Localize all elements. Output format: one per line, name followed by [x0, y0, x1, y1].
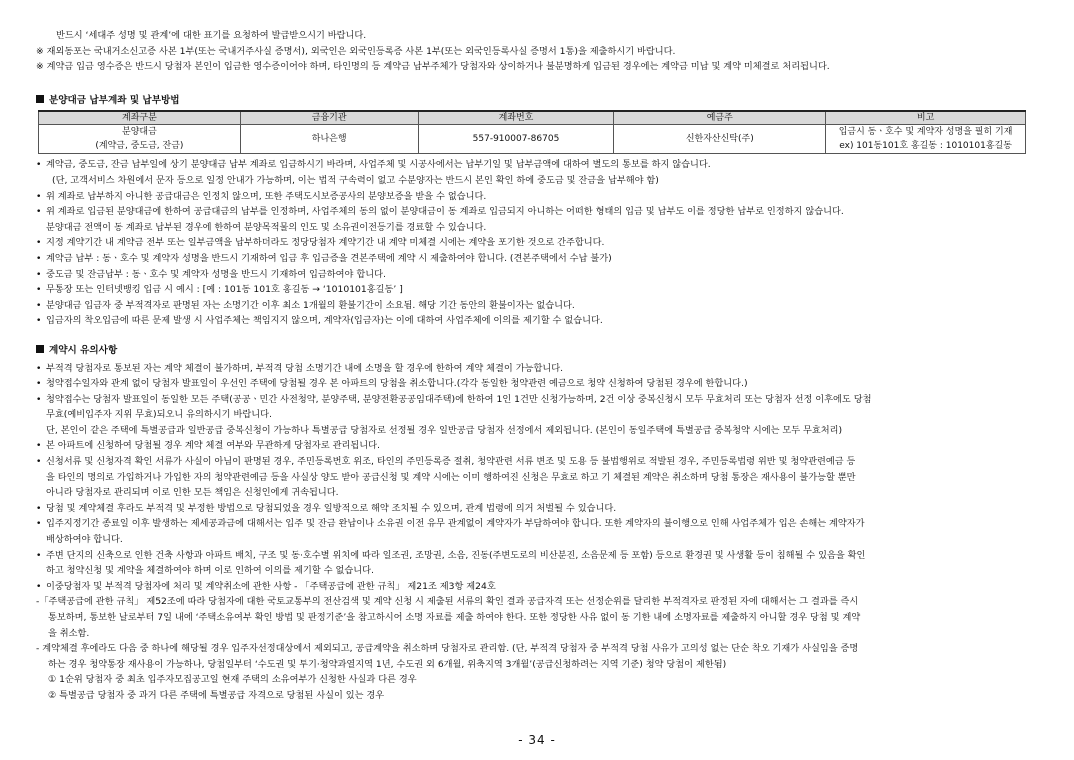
- bullet-text: 위 계좌로 입금된 분양대금에 한하여 공급대금의 납부를 인정하며, 사업주체의 동의 없이 분양대금이 동 계좌로 입금되지 아니하는 어떠한 형태의 입금 및 납부도 이를 정당한 납부로 인정하지 않습니다.: [46, 206, 844, 218]
- table-header: 계좌구분: [39, 111, 241, 125]
- bullet-text: 입금자의 착오입금에 따른 문제 발생 시 사업주체는 책임지지 않으며, 계약자(입금자)는 이에 대하여 사업주체에 이의를 제기할 수 없습니다.: [46, 315, 603, 327]
- bullet-indent: [36, 173, 46, 189]
- bullet-dot-icon: •: [36, 440, 42, 452]
- page-number: - 34 -: [518, 733, 556, 747]
- bullet-item: [36, 501, 1036, 517]
- bullet-text: (단, 고객서비스 차원에서 문자 등으로 일정 안내가 가능하며, 이는 법적 구속력이 없고 수분양자는 반드시 본인 확인 하에 중도금 및 잔금을 납부해야 함): [52, 174, 659, 186]
- bullet-item: [36, 454, 1036, 501]
- table-cell-note: 입금시 동ㆍ호수 및 계약자 성명을 필히 기재 ex) 101동101호 홍길동 : 1010101홍길동: [826, 125, 1026, 154]
- table-row: [39, 125, 1026, 154]
- table-header: 금융기관: [240, 111, 418, 125]
- bullet-item: [36, 361, 1036, 377]
- bullet-text: 이중당첨자 및 부적격 당첨자에 처리 및 계약취소에 관한 사항 - 「주택공급에 관한 규칙」 제21조 제3항 제24호: [46, 580, 496, 592]
- bullet-dot-icon: •: [36, 299, 42, 311]
- bullet-dot-icon: •: [36, 237, 42, 249]
- bullet-item: [36, 516, 1036, 547]
- bullet-indent: [36, 220, 46, 236]
- top-line: ※ 계약금 입금 영수증은 반드시 당첨자 본인이 입금한 영수증이어야 하며, 타인명의 등 계약금 납부주체가 당첨자와 상이하거나 불분명하게 입금된 경우에는 계약금 미납 및 계약 미체결로 처리됩니다.: [36, 61, 830, 73]
- bullet-dot-icon: •: [36, 190, 42, 202]
- section-heading-payment: 분양대금 납부계좌 및 납부방법: [36, 93, 1036, 109]
- bullet-dot-icon: •: [36, 159, 42, 171]
- bullet-item: [36, 204, 1036, 235]
- bullet-dot-icon: •: [36, 518, 42, 530]
- document-page: [36, 28, 1036, 704]
- table-header: 예금주: [614, 111, 826, 125]
- bullet-dot-icon: •: [36, 362, 42, 374]
- bullet-text: 청약접수일자와 관계 없이 당첨자 발표일이 우선인 주택에 당첨될 경우 본 아파트의 당첨을 취소합니다.(각각 동일한 청약관련 예금으로 청약 신청하여 당첨된 경우에 한합니다.): [46, 378, 748, 390]
- dash-item: - 계약체결 후에라도 다음 중 하나에 해당될 경우 입주자선정대상에서 제외되고, 공급계약을 취소하며 당첨자로 관리함. (단, 부적격 당첨자 중 부적격 당첨 사유가 고의성 없는 단순 착오 기재가 사실임을 증명 하는 경우 청약통장 재사용이 가능하나, 당첨일부터 ‘수도권 및 투기·청약과열지역 1년, 수도권 외 6개월, 위축지역 3개월’(공급신청하려는 지역 기준) 청약 당첨이 제한됨): [36, 643, 859, 670]
- bullet-dot-icon: •: [36, 456, 42, 468]
- table-header: 계좌번호: [418, 111, 614, 125]
- table-cell-holder: 신한자산신탁(주): [614, 125, 826, 154]
- bullet-item: [36, 392, 1036, 439]
- table-header: 비고: [826, 111, 1026, 125]
- table-header-row: [39, 111, 1026, 125]
- bullet-dot-icon: •: [36, 580, 42, 592]
- bullet-indent: [36, 407, 46, 423]
- payment-bullets: [36, 157, 1036, 329]
- table-cell-bank: 하나은행: [240, 125, 418, 154]
- bullet-dot-icon: •: [36, 284, 42, 296]
- table-cell-account: 557-910007-86705: [418, 125, 614, 154]
- bullet-item: [36, 251, 1036, 267]
- bullet-dot-icon: •: [36, 252, 42, 264]
- contract-bullets: [36, 361, 1036, 595]
- bullet-item: [36, 438, 1036, 454]
- bullet-text: 을 타인의 명의로 가입하거나 가입한 자의 청약관련예금 등을 사실상 양도 받아 공급신청 및 계약 시에는 이미 행하여진 신청은 무효로 하고 기 체결된 계약은 취소하며 당첨 통장은 재사용이 불가능할 뿐만: [46, 471, 856, 483]
- bullet-text: 위 계좌로 납부하지 아니한 공급대금은 인정치 않으며, 또한 주택도시보증공사의 분양보증을 받을 수 없습니다.: [46, 190, 487, 202]
- bullet-text: 무통장 또는 인터넷뱅킹 입금 시 예시 : [예 : 101동 101호 홍길동 → ‘1010101홍길동’ ]: [46, 284, 403, 296]
- table-cell-type: 분양대금 (계약금, 중도금, 잔금): [39, 125, 241, 154]
- bullet-item: [36, 267, 1036, 283]
- bullet-dot-icon: •: [36, 549, 42, 561]
- bullet-item: [36, 579, 1036, 595]
- square-bullet-icon: [36, 345, 44, 353]
- bullet-indent: [36, 532, 46, 548]
- bullet-dot-icon: •: [36, 315, 42, 327]
- bullet-text: 입주지정기간 종료일 이후 발생하는 제세공과금에 대해서는 입주 및 잔금 완납이나 소유권 이전 유무 관계없이 계약자가 부담하여야 합니다. 또한 계약자의 불이행으로 인해 사업주체가 입은 손해는 계약자가: [46, 518, 865, 530]
- bullet-text: 분양대금 입금자 중 부적격자로 판명된 자는 소명기간 이후 최소 1개월의 환불기간이 소요됨. 해당 기간 동안의 환불이자는 없습니다.: [46, 299, 575, 311]
- bullet-item: [36, 235, 1036, 251]
- bullet-item: [36, 298, 1036, 314]
- bullet-text: 중도금 및 잔금납부 : 동ㆍ호수 및 계약자 성명을 반드시 기재하여 입금하여야 합니다.: [46, 268, 386, 280]
- bullet-text: 단, 본인이 같은 주택에 특별공급과 일반공급 중복신청이 가능하나 특별공급 당첨자로 선정될 경우 일반공급 당첨자 선정에서 제외됩니다. (본인이 동일주택에 특별공급 중복청약 시에는 모두 무효처리): [46, 424, 843, 436]
- square-bullet-icon: [36, 95, 44, 103]
- bullet-text: 부적격 당첨자로 통보된 자는 계약 체결이 불가하며, 부적격 당첨 소명기간 내에 소명을 할 경우에 한하여 계약 체결이 가능합니다.: [46, 362, 563, 374]
- dash-item: -「주택공급에 관한 규칙」 제52조에 따라 당첨자에 대한 국토교통부의 전산검색 및 계약 신청 시 제출된 서류의 확인 결과 공급자격 또는 선정순위를 달리한 부적격자로 판정된 자에 대해서는 그 결과를 즉시 통보하며, 통보한 날로부터 7일 내에 ‘주택소유여부 확인 방법 및 판정기준’을 참고하시어 소명 자료를 제출 하여야 한다. 또한 정당한 사유 없이 동 기한 내에 소명자료를 제출하지 아니할 경우 당첨 및 계약 을 취소함.: [36, 596, 861, 639]
- bullet-indent: [36, 485, 46, 501]
- bullet-item: [36, 313, 1036, 329]
- bullet-dot-icon: •: [36, 393, 42, 405]
- bullet-item: [36, 282, 1036, 298]
- bullet-text: 지정 계약기간 내 계약금 전부 또는 일부금액을 납부하더라도 정당당첨자 계약기간 내 계약 미체결 시에는 계약을 포기한 것으로 간주합니다.: [46, 237, 605, 249]
- top-line: 반드시 ‘세대주 성명 및 관계’에 대한 표기를 요청하여 발급받으시기 바랍니다.: [56, 30, 367, 41]
- bullet-text: 하고 청약신청 및 계약을 체결하여야 하며 이로 인하여 이의를 제기할 수 없습니다.: [46, 565, 374, 577]
- bullet-text: 무효(예비입주자 지위 무효)되오니 유의하시기 바랍니다.: [46, 409, 272, 421]
- bullet-text: 본 아파트에 신청하여 당첨될 경우 계약 체결 여부와 무관하게 당첨자로 관리됩니다.: [46, 440, 380, 452]
- bullet-item: [36, 157, 1036, 188]
- bullet-text: 아니라 당첨자로 관리되며 이로 인한 모든 책임은 신청인에게 귀속됩니다.: [46, 487, 339, 499]
- bullet-text: 청약접수는 당첨자 발표일이 동일한 모든 주택(공공ㆍ민간 사전청약, 분양주택, 분양전환공공임대주택)에 한하여 1인 1건만 신청가능하며, 2건 이상 중복신청시 모두 무효처리 또는 당첨자 선정 이후에도 당첨: [46, 393, 872, 405]
- bullet-text: 주변 단지의 신축으로 인한 건축 사항과 아파트 배치, 구조 및 동·호수별 위치에 따라 일조권, 조망권, 소음, 진동(주변도로의 비산분진, 소음문제 등 포함) 등으로 환경권 및 사생활 등이 침해될 수 있음을 확인: [46, 549, 866, 561]
- section-heading-contract: 계약시 유의사항: [36, 343, 1036, 359]
- top-line: ※ 재외동포는 국내거소신고증 사본 1부(또는 국내거주사실 증명서), 외국인은 외국인등록증 사본 1부(또는 외국인등록사실 증명서 1통)을 제출하시기 바랍니다.: [36, 45, 676, 57]
- bullet-text: 분양대금 전액이 동 계좌로 납부된 경우에 한하여 분양목적물의 인도 및 소유권이전등기를 경료할 수 있습니다.: [46, 221, 487, 233]
- bullet-indent: [36, 470, 46, 486]
- bullet-item: [36, 376, 1036, 392]
- circled-item: ① 1순위 당첨자 중 최초 입주자모집공고일 현재 주택의 소유여부가 신청한 사실과 다른 경우: [48, 674, 417, 686]
- bullet-indent: [36, 563, 46, 579]
- bullet-dot-icon: •: [36, 378, 42, 390]
- bullet-text: 계약금 납부 : 동ㆍ호수 및 계약자 성명을 반드시 기재하여 입금 후 입금증을 견본주택에 계약 시 제출하여야 합니다. (견본주택에서 수납 불가): [46, 252, 612, 264]
- bullet-dot-icon: •: [36, 206, 42, 218]
- bullet-item: [36, 548, 1036, 579]
- bullet-indent: [36, 423, 46, 439]
- bullet-text: 배상하여야 합니다.: [46, 534, 123, 546]
- bullet-text: 당첨 및 계약체결 후라도 부적격 및 부정한 방법으로 당첨되었을 경우 일방적으로 해약 조치될 수 있으며, 관계 법령에 의거 처벌될 수 있습니다.: [46, 502, 617, 514]
- bullet-text: 신청서류 및 신청자격 확인 서류가 사실이 아님이 판명된 경우, 주민등록번호 위조, 타인의 주민등록증 절취, 청약관련 서류 변조 및 도용 등 불법행위로 적발된 경우, 주민등록법령 위반 및 청약관련예금 등: [46, 456, 856, 468]
- bullet-dot-icon: •: [36, 268, 42, 280]
- bullet-text: 계약금, 중도금, 잔금 납부일에 상기 분양대금 납부 계좌로 입금하시기 바라며, 사업주체 및 시공사에서는 납부기일 및 납부금액에 대하여 별도의 통보를 하지 않습니다.: [46, 159, 711, 171]
- account-table: [38, 110, 1026, 154]
- circled-item: ② 특별공급 당첨자 중 과거 다른 주택에 특별공급 자격으로 당첨된 사실이 있는 경우: [48, 689, 385, 701]
- bullet-item: [36, 189, 1036, 205]
- bullet-dot-icon: •: [36, 502, 42, 514]
